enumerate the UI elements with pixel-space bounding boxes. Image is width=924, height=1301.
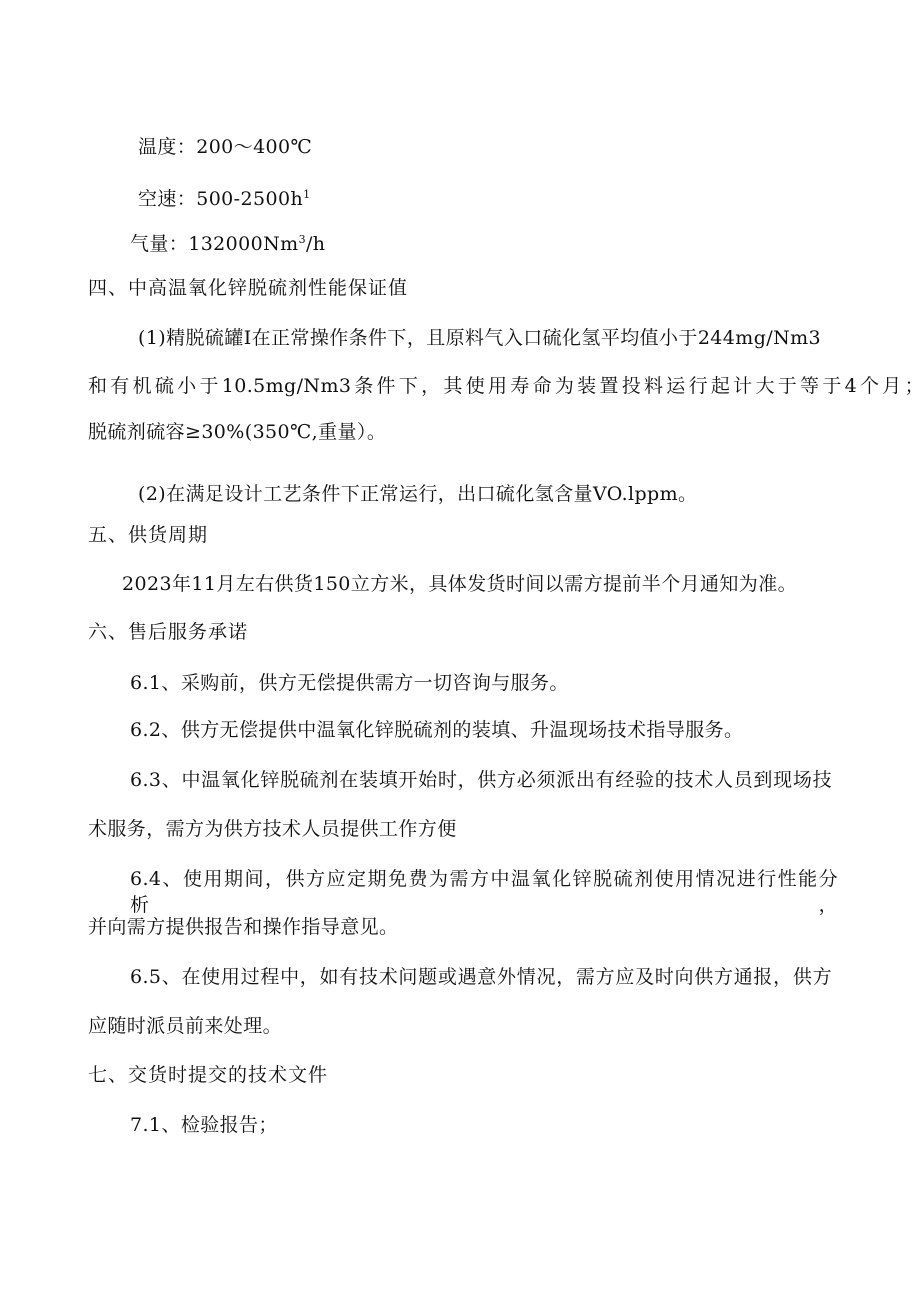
section-4-item-1-line-3: 脱硫剂硫容≥30%(350℃,重量）。 (88, 421, 387, 443)
section-4-item-2: (2)在满足设计工艺条件下正常运行，出口硫化氢含量VO.lppm。 (138, 483, 698, 505)
gas-volume-text: 气量：132000Nm (130, 233, 299, 255)
gas-volume-unit: /h (305, 233, 326, 255)
section-4-item-1-line-1: (1)精脱硫罐I在正常操作条件下，且原料气入口硫化氢平均值小于244mg/Nm3 (138, 327, 821, 349)
section-6-item-3-line-1: 6.3、中温氧化锌脱硫剂在装填开始时，供方必须派出有经验的技术人员到现场技 (130, 769, 832, 791)
space-velocity-line (138, 186, 310, 212)
section-6-item-2: 6.2、供方无偿提供中温氧化锌脱硫剂的装填、升温现场技术指导服务。 (130, 719, 744, 741)
section-5-body: 2023年11月左右供货150立方米，具体发货时间以需方提前半个月通知为准。 (122, 573, 797, 595)
gas-volume-line (130, 231, 325, 257)
section-4-heading: 四、中高温氧化锌脱硫剂性能保证值 (88, 277, 409, 299)
section-6-item-5-line-1: 6.5、在使用过程中，如有技术问题或遇意外情况，需方应及时向供方通报，供方 (130, 966, 832, 988)
section-6-item-3-line-2: 术服务，需方为供方技术人员提供工作方便 (88, 818, 457, 840)
space-velocity-superscript: 1 (303, 188, 311, 201)
section-6-item-4-line-2: 并向需方提供报告和操作指导意见。 (88, 916, 399, 938)
section-7-item-1: 7.1、检验报告； (130, 1114, 278, 1136)
gas-volume-superscript: 3 (298, 233, 306, 246)
space-velocity-text: 空速：500-2500h (138, 188, 304, 210)
temperature-line: 温度：200～400℃ (138, 136, 313, 158)
section-6-heading: 六、售后服务承诺 (88, 621, 249, 643)
section-6-item-5-line-2: 应随时派员前来处理。 (88, 1015, 283, 1037)
section-6-item-1: 6.1、采购前，供方无偿提供需方一切咨询与服务。 (130, 672, 569, 694)
section-6-item-4-line-1: 6.4、使用期间，供方应定期免费为需方中温氧化锌脱硫剂使用情况进行性能分析， (130, 868, 838, 916)
section-7-heading: 七、交货时提交的技术文件 (88, 1064, 329, 1086)
section-4-item-1-line-2: 和有机硫小于10.5mg/Nm3条件下，其使用寿命为装置投料运行起计大于等于4个月； (88, 375, 924, 397)
section-5-heading: 五、供货周期 (88, 524, 209, 546)
